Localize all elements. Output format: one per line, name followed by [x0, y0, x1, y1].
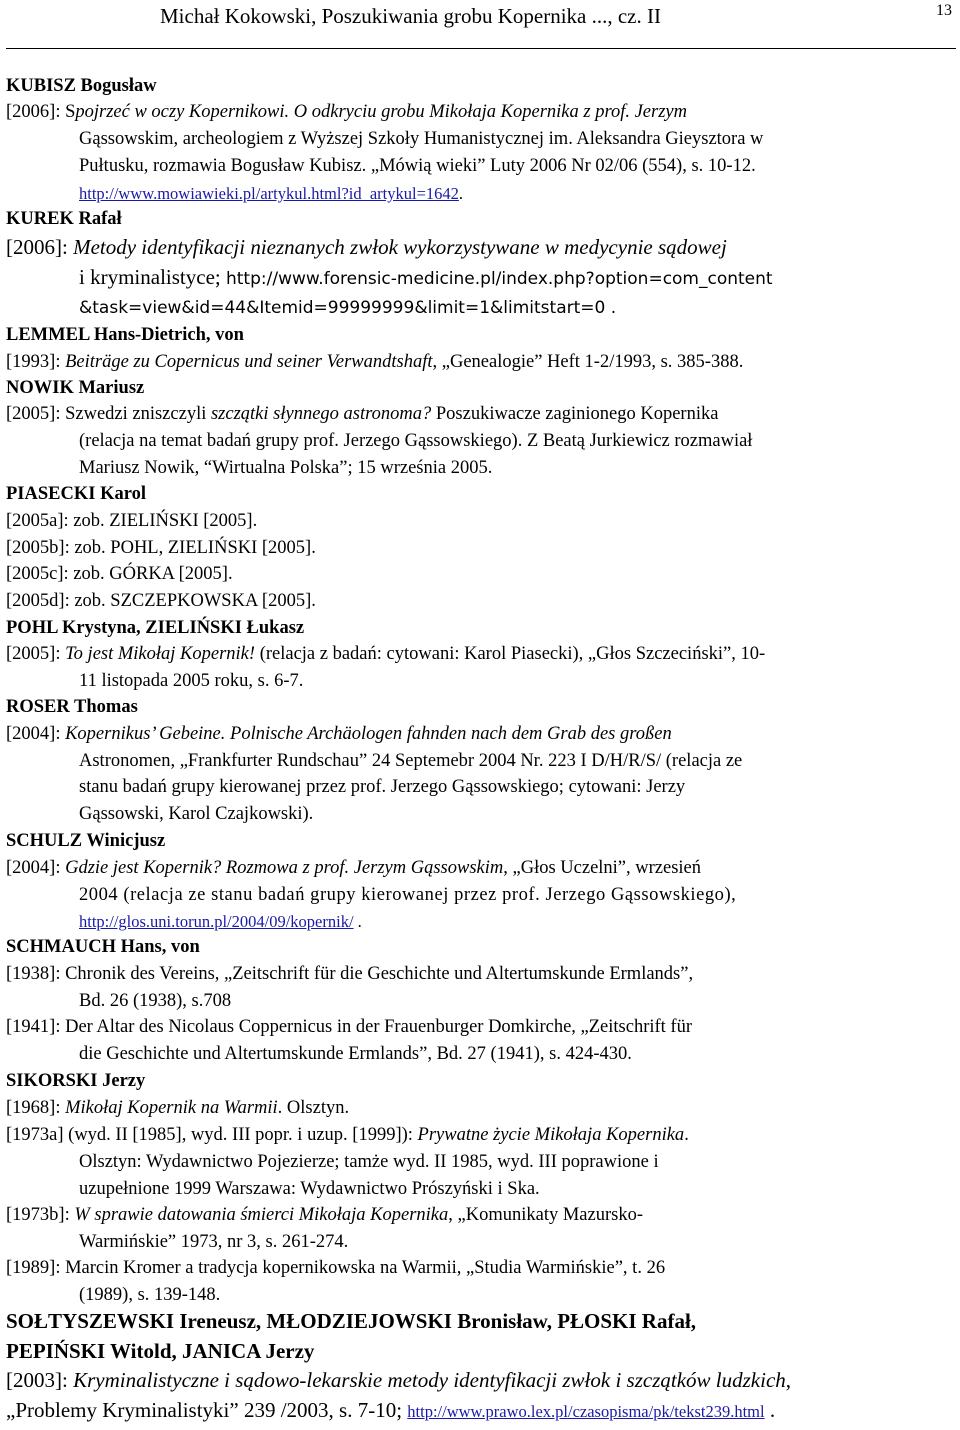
reference-line: http://glos.uni.torun.pl/2004/09/kopernik/ . — [79, 912, 362, 931]
author-name: SCHULZ Winicjusz — [6, 831, 166, 851]
author-name: POHL Krystyna, ZIELIŃSKI Łukasz — [6, 618, 305, 638]
reference-line: i kryminalistyce; http://www.forensic-medicine.pl/index.php?option=com_content — [79, 265, 773, 289]
reference-line: [2005d]: zob. SZCZEPKOWSKA [2005]. — [6, 591, 316, 611]
reference-line: Warmińskie” 1973, nr 3, s. 261-274. — [79, 1232, 349, 1252]
reference-line: [1968]: Mikołaj Kopernik na Warmii. Olsztyn. — [6, 1098, 350, 1118]
reference-line: Gąssowskim, archeologiem z Wyższej Szkoły Humanistycznej im. Aleksandra Gieysztora w — [79, 129, 764, 149]
reference-line: [2005b]: zob. POHL, ZIELIŃSKI [2005]. — [6, 538, 316, 558]
reference-link[interactable]: http://www.prawo.lex.pl/czasopisma/pk/tekst239.html — [407, 1402, 765, 1421]
reference-line: „Problemy Kryminalistyki” 239 /2003, s. 7-10; http://www.prawo.lex.pl/czasopisma/pk/tekst239.html . — [6, 1398, 776, 1422]
reference-line: uzupełnione 1999 Warszawa: Wydawnictwo Prószyński i Ska. — [79, 1179, 540, 1199]
reference-line: [1941]: Der Altar des Nicolaus Coppernicus in der Frauenburger Domkirche, „Zeitschrift für — [6, 1017, 693, 1037]
reference-line: Gąssowski, Karol Czajkowski). — [79, 804, 314, 824]
reference-line: [2004]: Gdzie jest Kopernik? Rozmowa z prof. Jerzym Gąssowskim, „Głos Uczelni”, wrzesień — [6, 858, 702, 878]
reference-line: [2004]: Kopernikus’ Gebeine. Polnische Archäologen fahnden nach dem Grab des großen — [6, 724, 672, 744]
reference-line: Pułtusku, rozmawia Bogusław Kubisz. „Mówią wieki” Luty 2006 Nr 02/06 (554), s. 10-12. — [79, 156, 756, 176]
author-name: SCHMAUCH Hans, von — [6, 937, 200, 957]
reference-line: [1989]: Marcin Kromer a tradycja kopernikowska na Warmii, „Studia Warmińskie”, t. 26 — [6, 1258, 666, 1278]
author-name: SOŁTYSZEWSKI Ireneusz, MŁODZIEJOWSKI Bronisław, PŁOSKI Rafał, — [6, 1309, 697, 1333]
author-name: ROSER Thomas — [6, 697, 138, 717]
page-number: 13 — [936, 2, 952, 19]
reference-line: [2005]: Szwedzi zniszczyli szczątki słynnego astronoma? Poszukiwacze zaginionego Kopernika — [6, 404, 719, 424]
author-name: NOWIK Mariusz — [6, 378, 145, 398]
reference-line: [2003]: Kryminalistyczne i sądowo-lekarskie metody identyfikacji zwłok i szczątków ludzkich, — [6, 1368, 792, 1392]
reference-link[interactable]: http://www.mowiawieki.pl/artykul.html?id_artykul=1642 — [79, 184, 459, 203]
reference-line: Olsztyn: Wydawnictwo Pojezierze; tamże wyd. II 1985, wyd. III poprawione i — [79, 1152, 659, 1172]
reference-line: 2004 (relacja ze stanu badań grupy kierowanej przez prof. Jerzego Gąssowskiego), — [79, 885, 737, 905]
reference-line: [2005]: To jest Mikołaj Kopernik! (relacja z badań: cytowani: Karol Piasecki), „Głos Szczeciński”, 10- — [6, 644, 766, 664]
reference-line: http://www.mowiawieki.pl/artykul.html?id_artykul=1642. — [79, 184, 464, 203]
reference-link[interactable]: http://glos.uni.torun.pl/2004/09/kopernik/ — [79, 912, 354, 931]
running-title: Michał Kokowski, Poszukiwania grobu Kopernika ..., cz. II — [160, 4, 661, 28]
author-name: PEPIŃSKI Witold, JANICA Jerzy — [6, 1339, 315, 1363]
reference-url: &task=view&id=44&Itemid=99999999&limit=1&limitstart=0 . — [79, 298, 617, 318]
reference-line: (relacja na temat badań grupy prof. Jerzego Gąssowskiego). Z Beatą Jurkiewicz rozmawiał — [79, 431, 753, 451]
author-name: KUBISZ Bogusław — [6, 76, 157, 96]
author-name: LEMMEL Hans-Dietrich, von — [6, 325, 244, 345]
reference-line: 11 listopada 2005 roku, s. 6-7. — [79, 671, 304, 691]
author-name: PIASECKI Karol — [6, 484, 146, 504]
reference-line: [1973b]: W sprawie datowania śmierci Mikołaja Kopernika, „Komunikaty Mazursko- — [6, 1205, 643, 1225]
reference-line: die Geschichte und Altertumskunde Ermlands”, Bd. 27 (1941), s. 424-430. — [79, 1044, 632, 1064]
author-name: SIKORSKI Jerzy — [6, 1071, 146, 1091]
page-header — [0, 0, 960, 50]
reference-line: Bd. 26 (1938), s.708 — [79, 991, 232, 1011]
reference-line: stanu badań grupy kierowanej przez prof. Jerzego Gąssowskiego; cytowani: Jerzy — [79, 777, 686, 797]
reference-line: (1989), s. 139-148. — [79, 1285, 221, 1305]
reference-line: [2006]: Spojrzeć w oczy Kopernikowi. O odkryciu grobu Mikołaja Kopernika z prof. Jerzym — [6, 102, 687, 122]
header-rule — [6, 48, 956, 49]
reference-url: http://www.forensic-medicine.pl/index.php?option=com_content — [225, 269, 773, 289]
reference-line: [2005c]: zob. GÓRKA [2005]. — [6, 564, 233, 584]
reference-line: Mariusz Nowik, “Wirtualna Polska”; 15 września 2005. — [79, 458, 493, 478]
reference-line: [1993]: Beiträge zu Copernicus und seiner Verwandtshaft, „Genealogie” Heft 1-2/1993, s. 385-388. — [6, 352, 744, 372]
reference-line: [2005a]: zob. ZIELIŃSKI [2005]. — [6, 511, 258, 531]
reference-line: [2006]: Metody identyfikacji nieznanych zwłok wykorzystywane w medycynie sądowej — [6, 235, 727, 259]
reference-line: [1973a] (wyd. II [1985], wyd. III popr. i uzup. [1999]): Prywatne życie Mikołaja Kopernika. — [6, 1125, 689, 1145]
reference-line: Astronomen, „Frankfurter Rundschau” 24 Septemebr 2004 Nr. 223 I D/H/R/S/ (relacja ze — [79, 751, 743, 771]
author-name: KUREK Rafał — [6, 209, 122, 229]
reference-line: [1938]: Chronik des Vereins, „Zeitschrift für die Geschichte und Altertumskunde Ermlands”, — [6, 964, 694, 984]
